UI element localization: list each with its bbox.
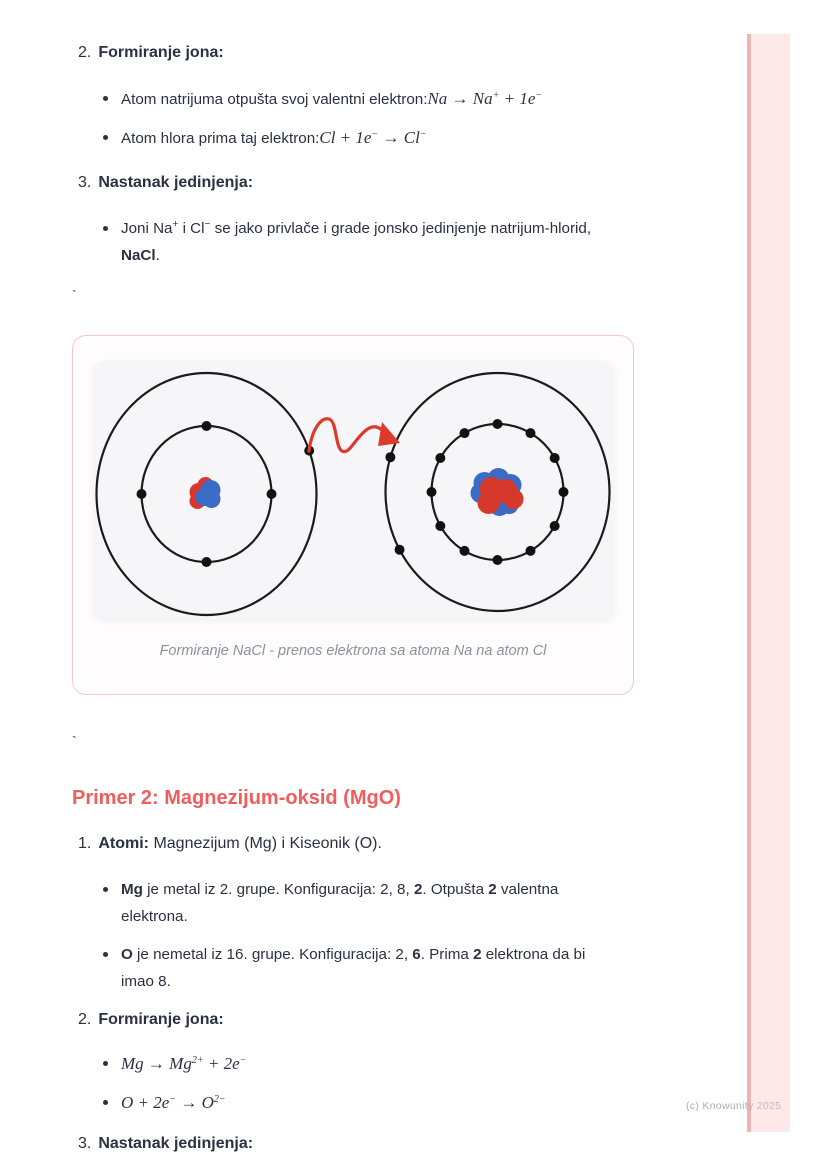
atom-diagram-panel — [93, 361, 614, 619]
bullet-list-mgo-equations — [72, 1050, 768, 1117]
electron — [549, 521, 559, 531]
bullet-list-joni — [72, 215, 768, 269]
electron — [394, 545, 404, 555]
atom-diagram-svg — [93, 361, 614, 619]
electron — [435, 521, 445, 531]
list-number: 3. — [78, 174, 92, 191]
bullet-text-mg-equation: $Mg \to Mg^{2+} + 2e^-$ — [121, 1054, 247, 1073]
list-number: 1. — [78, 835, 92, 852]
list-label: Formiranje jona: — [98, 1011, 224, 1028]
bullet-item-mg — [72, 876, 768, 930]
electron — [525, 546, 535, 556]
electron — [459, 546, 469, 556]
list-item-nastanak-jedinjenja — [78, 172, 768, 193]
electron — [492, 419, 502, 429]
list-item-formiranje-jona-mgo — [78, 1009, 768, 1030]
list-text-atomi: Atomi: Magnezijum (Mg) i Kiseonik (O). — [98, 835, 382, 852]
bullet-icon — [103, 135, 108, 140]
bullet-icon — [103, 952, 108, 957]
proton — [503, 489, 523, 509]
electron — [435, 453, 445, 463]
electron — [492, 555, 502, 565]
electron — [385, 452, 395, 462]
chlorine-atom — [385, 373, 609, 611]
list-label: Nastanak jedinjenja: — [98, 174, 254, 191]
electron — [525, 428, 535, 438]
bullet-icon — [103, 887, 108, 892]
bullet-icon — [103, 1100, 108, 1105]
page-edge-highlight-bar — [747, 34, 790, 1132]
list-item-atomi — [78, 833, 768, 854]
list-number: 2. — [78, 44, 92, 61]
electron — [549, 453, 559, 463]
bullet-text-mg: Mg je metal iz 2. grupe. Konfiguracija: 2, 8, 2. Otpušta 2 valentna elektrona. — [121, 881, 559, 925]
bullet-item-o — [72, 941, 768, 995]
stray-backtick: ` — [72, 733, 77, 749]
list-label: Nastanak jedinjenja: — [98, 1135, 254, 1152]
electron-transfer-arrowhead — [378, 422, 400, 446]
copyright-note: (c) Knowunity 2025 — [686, 1100, 782, 1112]
list-item-formiranje-jona — [78, 42, 768, 63]
bullet-item-joni — [72, 215, 768, 269]
electron — [201, 557, 211, 567]
neutron — [202, 490, 220, 508]
figure-caption: Formiranje NaCl - prenos elektrona sa atoma Na na atom Cl — [159, 643, 547, 659]
bullet-list-mg-o — [72, 876, 768, 995]
bullet-text-na-equation: Atom natrijuma otpušta svoj valentni elektron:Na → Na+ + 1e− — [121, 89, 543, 108]
electron — [201, 421, 211, 431]
electron — [426, 487, 436, 497]
bullet-text-joni: Joni Na+ i Cl− se jako privlače i grade jonsko jedinjenje natrijum-hlorid, NaCl. — [121, 218, 592, 264]
bullet-list-na-cl — [72, 85, 768, 152]
list-number: 2. — [78, 1011, 92, 1028]
bullet-item-mg-equation — [72, 1050, 768, 1078]
sodium-atom — [96, 373, 316, 615]
figure-card — [72, 335, 634, 695]
bullet-item-o-equation — [72, 1089, 768, 1117]
electron — [266, 489, 276, 499]
bullet-icon — [103, 1061, 108, 1066]
list-number: 3. — [78, 1135, 92, 1152]
proton — [485, 487, 503, 505]
electron — [558, 487, 568, 497]
bullet-item-na — [72, 85, 768, 113]
bullet-icon — [103, 96, 108, 101]
stray-backtick: ` — [72, 287, 77, 303]
list-label: Formiranje jona: — [98, 44, 224, 61]
electron — [136, 489, 146, 499]
electron — [459, 428, 469, 438]
bullet-item-cl — [72, 124, 768, 152]
section-heading-primer-2: Primer 2: Magnezijum-oksid (MgO) — [72, 787, 401, 809]
electron-transfer-arrow — [309, 419, 383, 452]
bullet-text-cl-equation: Atom hlora prima taj elektron:Cl + 1e− → Cl− — [121, 128, 427, 147]
bullet-icon — [103, 226, 108, 231]
list-item-nastanak-jedinjenja-mgo — [78, 1133, 768, 1154]
bullet-text-o: O je nemetal iz 16. grupe. Konfiguracija: 2, 6. Prima 2 elektrona da bi imao 8. — [121, 946, 586, 990]
bullet-text-o-equation: $O + 2e^- \to O^{2-}$ — [121, 1093, 226, 1112]
